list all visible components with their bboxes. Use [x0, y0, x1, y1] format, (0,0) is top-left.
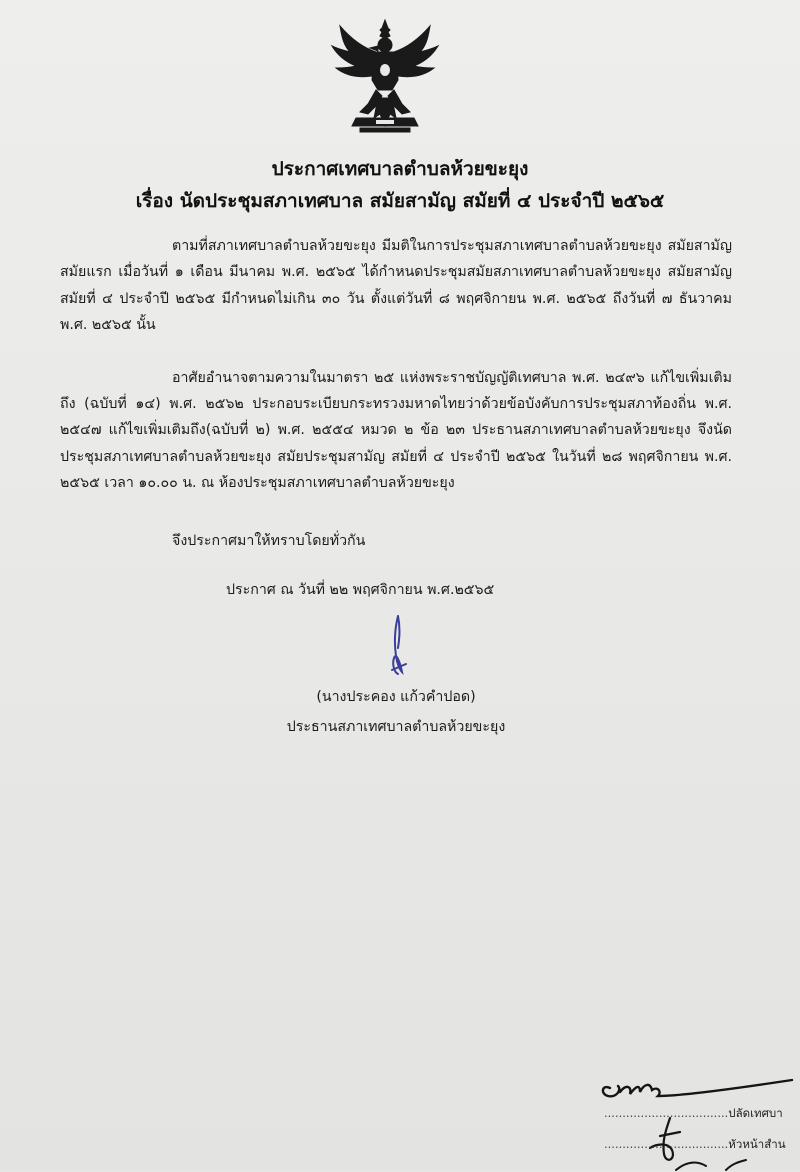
dotted-line: ..................................: [604, 1106, 729, 1120]
signer-name: [0, 686, 800, 708]
signer-name-text: (นางประคอง แก้วคำปอด): [316, 689, 476, 705]
signature: [380, 612, 416, 678]
initials-block: [596, 1066, 800, 1170]
paragraph: [60, 365, 732, 497]
paragraph: [60, 233, 732, 339]
garuda-emblem-icon: [328, 18, 442, 138]
signer-title: [0, 716, 800, 738]
document-subject: เรื่อง นัดประชุมสภาเทศบาล สมัยสามัญ สมัยที่ ๔ ประจำปี ๒๕๖๕: [135, 190, 665, 212]
initial-label: หัวหน้าสำน: [728, 1137, 786, 1151]
document-body: [60, 233, 732, 523]
initial-line-head: [604, 1136, 786, 1154]
signer-title-text: ประธานสภาเทศบาลตำบลห้วยขะยุง: [286, 719, 506, 735]
dotted-line: ..................................: [604, 1137, 729, 1151]
paragraph-text: อาศัยอำนาจตามความในมาตรา ๒๕ แห่งพระราชบัญญัติเทศบาล พ.ศ. ๒๔๙๖ แก้ไขเพิ่มเติมถึง (ฉบับที่ ๑๔) พ.ศ. ๒๕๖๒ ประกอบระเบียบกระทรวงมหาดไทยว่าด้วยข้อบังคับการประชุมสภาท้องถิ่น พ.ศ. ๒๕๔๗ แก้ไขเพิ่มเติมถึง(ฉบับที่ ๒) พ.ศ. ๒๕๕๔ หมวด ๒ ข้อ ๒๓ ประธานสภาเทศบาลตำบลห้วยขะยุง จึงนัดประชุมสภาเทศบาลตำบลห้วยขะยุง สมัยประชุมสามัญ สมัยที่ ๔ ประจำปี ๒๕๖๕ ในวันที่ ๒๘ พฤศจิกายน พ.ศ. ๒๕๖๕ เวลา ๑๐.๐๐ น. ณ ห้องประชุมสภาเทศบาลตำบลห้วยขะยุง: [60, 369, 732, 492]
closing-line: จึงประกาศมาให้ทราบโดยทั่วกัน: [172, 533, 366, 549]
document-title: ประกาศเทศบาลตำบลห้วยขะยุง: [271, 158, 529, 180]
initial-signature: [596, 1066, 800, 1106]
announcement-date: ประกาศ ณ วันที่ ๒๒ พฤศจิกายน พ.ศ.๒๕๖๕: [226, 582, 495, 598]
initial-label: ปลัดเทศบา: [728, 1106, 783, 1120]
paragraph-text: ตามที่สภาเทศบาลตำบลห้วยขะยุง มีมติในการประชุมสภาเทศบาลตำบลห้วยขะยุง สมัยสามัญ สมัยแรก เมื่อวันที่ ๑ เดือน มีนาคม พ.ศ. ๒๕๖๕ ได้กำหนดประชุมสมัยสภาเทศบาลตำบลห้วยขะยุง สมัยสามัญ สมัยที่ ๔ ประจำปี ๒๕๖๕ มีกำหนดไม่เกิน ๓๐ วัน ตั้งแต่วันที่ ๘ พฤศจิกายน พ.ศ. ๒๕๖๕ ถึงวันที่ ๗ ธันวาคม พ.ศ. ๒๕๖๕ นั้น: [60, 238, 732, 334]
